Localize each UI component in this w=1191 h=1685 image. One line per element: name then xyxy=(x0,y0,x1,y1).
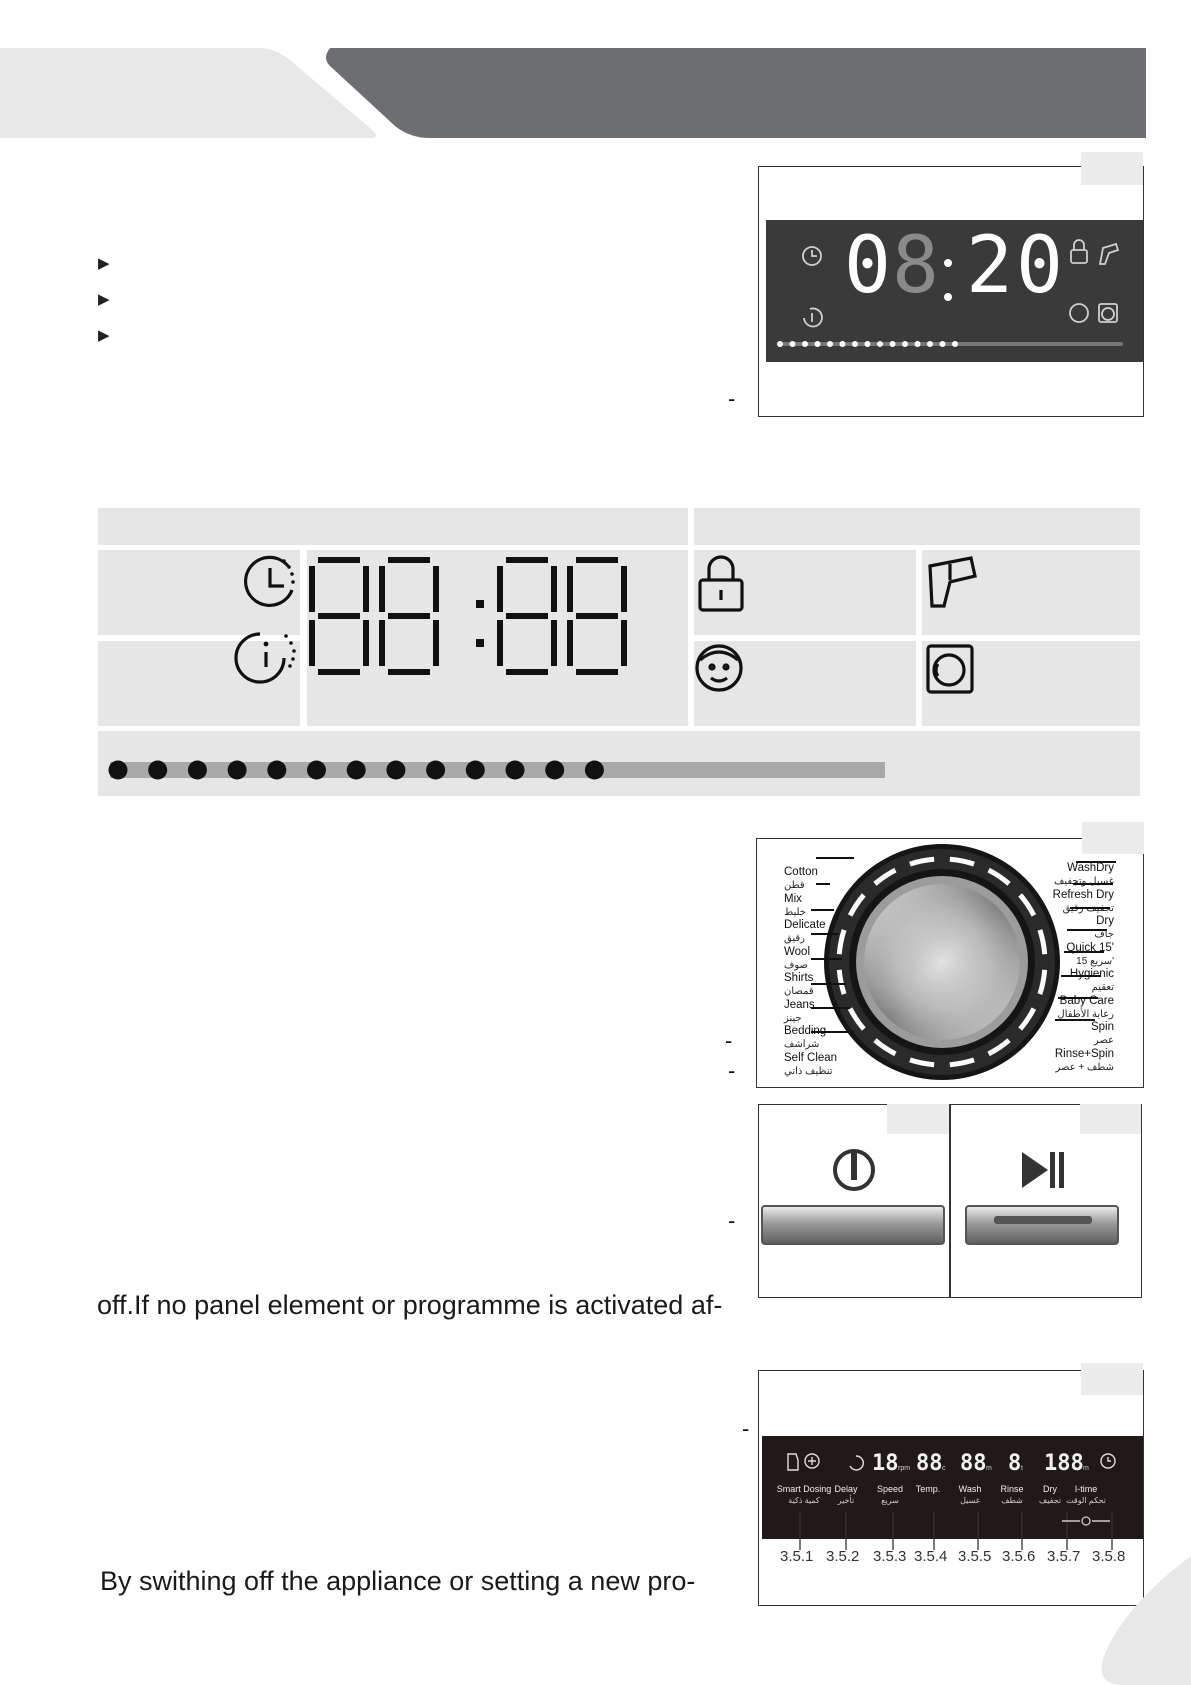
progress-dot xyxy=(902,341,908,347)
option-button-label-ar: تأخير xyxy=(837,1496,855,1505)
progress-dot xyxy=(927,341,933,347)
progress-dot xyxy=(777,341,783,347)
option-segment-value: 18 xyxy=(872,1451,899,1476)
remaining-time-icon xyxy=(804,308,822,326)
paragraph-line-2: By swithing off the appliance or setting a new pro- xyxy=(100,1566,696,1596)
option-number: 3.5.5 xyxy=(958,1548,992,1565)
progress-dot xyxy=(852,341,858,347)
legend-progress-dot xyxy=(267,761,286,780)
option-number: 3.5.2 xyxy=(826,1548,860,1565)
option-button-label: I-time xyxy=(1074,1484,1098,1494)
option-segment-unit: m xyxy=(1083,1465,1089,1472)
progress-dot xyxy=(815,341,821,347)
start-pause-button xyxy=(966,1206,1118,1244)
figure-tag xyxy=(1081,152,1143,185)
programme-label-ar: قطن xyxy=(784,880,805,891)
option-number: 3.5.3 xyxy=(873,1548,907,1565)
option-button-label: Smart Dosing xyxy=(776,1484,832,1494)
legend-progress-track xyxy=(110,762,885,778)
svg-text:0: 0 xyxy=(1016,221,1063,311)
display-lcd-graphics xyxy=(766,220,1143,362)
programme-label-ar: شطف + عصر xyxy=(1055,1061,1114,1073)
option-segment-unit: t xyxy=(1021,1465,1023,1472)
option-number: 3.5.6 xyxy=(1002,1548,1036,1565)
legend-progress-dot xyxy=(188,761,207,780)
display-lcd xyxy=(766,220,1143,362)
programme-label[interactable]: Refresh Dry xyxy=(1052,888,1114,901)
programme-label-ar: شراشف xyxy=(784,1039,820,1050)
programme-label[interactable]: Mix xyxy=(784,892,802,905)
option-button-label: Wash xyxy=(958,1484,982,1494)
option-button-label-ar: غسيل xyxy=(960,1496,980,1505)
progress-dot xyxy=(915,341,921,347)
option-button-label: Dry xyxy=(1043,1484,1057,1494)
option-segment-value: 88 xyxy=(960,1451,987,1476)
legend-progress-dot xyxy=(466,761,485,780)
option-button-label: Temp. xyxy=(915,1484,941,1494)
programme-label-ar: رعاية الأطفال xyxy=(1057,1008,1114,1020)
progress-dot xyxy=(840,341,846,347)
page-corner xyxy=(1084,1556,1191,1685)
header-light-tab xyxy=(0,48,376,138)
programme-label[interactable]: Hygienic xyxy=(1069,968,1114,980)
programme-label-ar: غسيل وتجفيف xyxy=(1053,876,1114,887)
tap-water-icon xyxy=(1100,244,1118,264)
option-button-label: Delay xyxy=(834,1484,858,1494)
dash-1: - xyxy=(728,386,736,411)
progress-dot xyxy=(865,341,871,347)
dash-2: - xyxy=(725,1028,733,1053)
option-number: 3.5.4 xyxy=(914,1548,948,1565)
progress-dot xyxy=(940,341,946,347)
legend-progress-dot xyxy=(426,761,445,780)
progress-dot xyxy=(952,341,958,347)
legend-remaining-time-icon xyxy=(236,634,284,682)
power-icon xyxy=(835,1151,873,1189)
svg-text:2: 2 xyxy=(966,221,1013,311)
programme-label-ar: تعقيم xyxy=(1091,982,1114,993)
legend-tap-water-icon xyxy=(930,558,975,606)
bullet-2: ▶ xyxy=(98,291,110,308)
svg-text:8: 8 xyxy=(892,221,939,311)
option-number: 3.5.1 xyxy=(780,1548,814,1565)
bullet-1: ▶ xyxy=(98,255,110,272)
programme-label[interactable]: Baby Care xyxy=(1059,994,1114,1007)
delay-icon xyxy=(850,1456,863,1470)
programme-label[interactable]: Dry xyxy=(1096,915,1114,927)
lcd-time-digit-hours: 0 xyxy=(844,221,891,311)
smart-dosing-icon xyxy=(788,1454,798,1470)
option-number: 3.5.7 xyxy=(1047,1548,1081,1565)
programme-label-ar: تجفيف رقيق xyxy=(1062,902,1114,914)
programme-label-ar: قمصان xyxy=(784,986,814,997)
option-button-label-ar: تحكم الوقت xyxy=(1066,1496,1106,1505)
progress-dot xyxy=(827,341,833,347)
programme-label[interactable]: Cotton xyxy=(784,866,818,878)
programme-label[interactable]: Delicate xyxy=(784,919,826,931)
progress-dot xyxy=(790,341,796,347)
door-lock-icon xyxy=(1071,250,1087,263)
option-button-label: Rinse xyxy=(1000,1484,1024,1494)
option-figure-tag xyxy=(1081,1363,1143,1395)
power-button xyxy=(762,1206,944,1244)
programme-label[interactable]: Shirts xyxy=(784,972,814,984)
programme-label-ar: عصر xyxy=(1093,1035,1114,1046)
programme-label[interactable]: Self Clean xyxy=(784,1051,838,1064)
buttons-graphics xyxy=(758,1104,1142,1298)
legend-graphics xyxy=(0,540,1191,800)
legend-progress-dot xyxy=(585,761,604,780)
programme-label-ar: خليط xyxy=(784,906,807,918)
play-pause-icon xyxy=(1022,1152,1064,1188)
header-banner xyxy=(0,46,1191,142)
programme-label-ar: صوف xyxy=(784,959,809,971)
option-labels xyxy=(762,1484,1143,1514)
option-button-label: Speed xyxy=(876,1484,904,1494)
child-lock-icon xyxy=(1070,304,1088,322)
legend-progress-dot xyxy=(506,761,525,780)
progress-dot xyxy=(802,341,808,347)
option-button[interactable] xyxy=(1054,1484,1118,1506)
legend-progress-dot xyxy=(386,761,405,780)
dash-3: - xyxy=(728,1058,736,1083)
option-segment-value: 188 xyxy=(1044,1451,1084,1476)
option-segment-unit: m xyxy=(986,1465,992,1472)
programme-label-ar: جينز xyxy=(784,1012,802,1024)
legend-progress-dot xyxy=(109,761,128,780)
progress-dot xyxy=(877,341,883,347)
paragraph-line-1: off.If no panel element or programme is activated af- xyxy=(97,1290,723,1320)
legend-progress-dot xyxy=(347,761,366,780)
bullet-3: ▶ xyxy=(98,327,110,344)
option-segment-unit: c xyxy=(942,1465,946,1472)
legend-progress-dot xyxy=(228,761,247,780)
progress-dot xyxy=(890,341,896,347)
dash-4: - xyxy=(728,1208,736,1233)
legend-progress-dot xyxy=(148,761,167,780)
programme-label[interactable]: Quick 15' xyxy=(1066,941,1114,954)
programme-label-ar: رقيق xyxy=(784,933,805,944)
programme-label[interactable]: Wool xyxy=(784,945,810,958)
option-button-label-ar: شطف xyxy=(1001,1496,1023,1505)
programme-label-ar: سريع 15' xyxy=(1076,955,1114,967)
programme-label[interactable]: WashDry xyxy=(1067,862,1114,874)
option-segment-value: 88 xyxy=(916,1451,943,1476)
option-button-label-ar: سريع xyxy=(881,1496,899,1505)
option-number: 3.5.8 xyxy=(1092,1548,1126,1565)
option-segment-unit: rpm xyxy=(898,1465,911,1472)
programme-label[interactable]: Jeans xyxy=(784,998,815,1011)
dash-5: - xyxy=(742,1416,750,1441)
programme-label[interactable]: Rinse+Spin xyxy=(1054,1047,1114,1060)
programme-label[interactable]: Bedding xyxy=(784,1025,827,1037)
programme-label[interactable]: Spin xyxy=(1090,1021,1114,1033)
legend-progress-dot xyxy=(307,761,326,780)
option-button-label-ar: كمية ذكية xyxy=(788,1496,820,1505)
programme-label-ar: جاف xyxy=(1094,929,1114,940)
option-segment-value: 8 xyxy=(1008,1451,1022,1476)
programme-dial[interactable] xyxy=(756,838,1144,1088)
legend-progress-dot xyxy=(545,761,564,780)
programme-label-ar: تنظيف ذاتي xyxy=(784,1065,833,1077)
header-dark-banner xyxy=(326,48,1146,138)
option-button-label-ar: تجفيف xyxy=(1038,1496,1062,1505)
